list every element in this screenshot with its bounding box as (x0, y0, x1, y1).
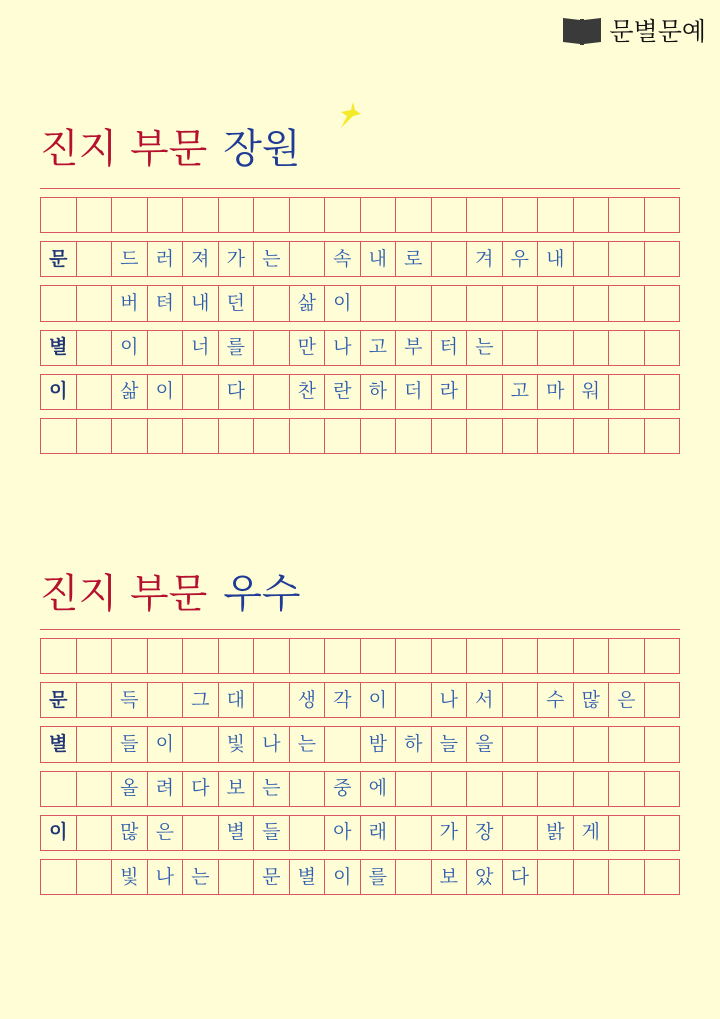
manuscript-cell: 각 (324, 682, 360, 718)
manuscript-cell: 로 (395, 241, 431, 277)
sparkle-icon (337, 100, 363, 130)
manuscript-cell (644, 330, 681, 366)
manuscript-cell (608, 418, 644, 454)
manuscript-cell (253, 374, 289, 410)
manuscript-cell: 은 (147, 815, 183, 851)
manuscript-cell (395, 197, 431, 233)
manuscript-cell (573, 241, 609, 277)
manuscript-cell (431, 638, 467, 674)
section-heading-excellence (40, 562, 301, 619)
manuscript-cell: 는 (182, 859, 218, 895)
manuscript-cell: 득 (111, 682, 147, 718)
manuscript-cell (76, 197, 112, 233)
manuscript-cell (573, 638, 609, 674)
manuscript-cell: 러 (147, 241, 183, 277)
manuscript-cell: 는 (289, 726, 325, 762)
manuscript-cell (502, 285, 538, 321)
manuscript-cell: 은 (608, 682, 644, 718)
manuscript-cell: 하 (360, 374, 396, 410)
manuscript-cell (466, 418, 502, 454)
manuscript-cell (289, 197, 325, 233)
manuscript-cell: 나 (253, 726, 289, 762)
manuscript-row (40, 718, 680, 762)
manuscript-cell (360, 197, 396, 233)
manuscript-cell (644, 638, 681, 674)
manuscript-cell (608, 638, 644, 674)
manuscript-cell: 그 (182, 682, 218, 718)
acrostic-cell (40, 418, 76, 454)
category-label: 진지 부문 (40, 571, 208, 617)
manuscript-row (40, 189, 680, 233)
manuscript-row (40, 630, 680, 674)
manuscript-cell: 늘 (431, 726, 467, 762)
manuscript-cell (360, 418, 396, 454)
acrostic-cell: 이 (40, 815, 76, 851)
manuscript-cell (76, 374, 112, 410)
manuscript-cell (111, 638, 147, 674)
manuscript-cell: 만 (289, 330, 325, 366)
manuscript-cell: 다 (218, 374, 254, 410)
manuscript-cell (502, 726, 538, 762)
acrostic-cell: 별 (40, 330, 76, 366)
manuscript-cell (253, 197, 289, 233)
manuscript-cell: 이 (324, 859, 360, 895)
manuscript-cell (644, 197, 681, 233)
manuscript-cell (324, 418, 360, 454)
manuscript-cell (644, 682, 681, 718)
manuscript-cell (644, 241, 681, 277)
manuscript-cell: 래 (360, 815, 396, 851)
manuscript-cell: 는 (466, 330, 502, 366)
manuscript-cell (360, 285, 396, 321)
manuscript-cell (466, 285, 502, 321)
manuscript-cell (395, 815, 431, 851)
manuscript-cell (608, 815, 644, 851)
manuscript-cell (573, 418, 609, 454)
manuscript-cell (111, 197, 147, 233)
manuscript-cell (289, 418, 325, 454)
manuscript-cell (573, 771, 609, 807)
manuscript-row (40, 851, 680, 895)
manuscript-cell (324, 726, 360, 762)
manuscript-cell: 는 (253, 771, 289, 807)
section-heading-grand-prize (40, 117, 301, 174)
manuscript-row (40, 366, 680, 410)
manuscript-cell (395, 859, 431, 895)
manuscript-cell (76, 682, 112, 718)
manuscript-cell (537, 285, 573, 321)
manuscript-cell (431, 241, 467, 277)
manuscript-cell: 보 (431, 859, 467, 895)
manuscript-cell: 가 (218, 241, 254, 277)
manuscript-cell (289, 815, 325, 851)
manuscript-cell (608, 374, 644, 410)
manuscript-cell: 내 (182, 285, 218, 321)
manuscript-cell (644, 418, 681, 454)
manuscript-cell (502, 418, 538, 454)
manuscript-cell (76, 771, 112, 807)
manuscript-cell: 우 (502, 241, 538, 277)
manuscript-cell: 던 (218, 285, 254, 321)
manuscript-cell (573, 285, 609, 321)
manuscript-cell: 별 (218, 815, 254, 851)
manuscript-cell: 수 (537, 682, 573, 718)
manuscript-cell: 버 (111, 285, 147, 321)
manuscript-cell (537, 418, 573, 454)
manuscript-cell: 이 (147, 374, 183, 410)
manuscript-cell (608, 771, 644, 807)
manuscript-sheet-excellence (40, 629, 680, 895)
manuscript-cell (537, 638, 573, 674)
manuscript-cell (395, 638, 431, 674)
manuscript-cell (253, 638, 289, 674)
manuscript-cell (573, 197, 609, 233)
manuscript-cell: 게 (573, 815, 609, 851)
manuscript-cell: 이 (147, 726, 183, 762)
manuscript-cell: 하 (395, 726, 431, 762)
acrostic-cell: 문 (40, 241, 76, 277)
manuscript-cell: 빛 (218, 726, 254, 762)
acrostic-cell (40, 638, 76, 674)
manuscript-cell: 생 (289, 682, 325, 718)
manuscript-cell (76, 285, 112, 321)
manuscript-cell (608, 197, 644, 233)
manuscript-cell (502, 771, 538, 807)
manuscript-cell: 찬 (289, 374, 325, 410)
manuscript-cell: 빛 (111, 859, 147, 895)
manuscript-cell: 삶 (289, 285, 325, 321)
manuscript-cell (395, 285, 431, 321)
manuscript-cell (76, 726, 112, 762)
manuscript-cell (537, 771, 573, 807)
manuscript-cell (608, 726, 644, 762)
manuscript-cell (431, 285, 467, 321)
manuscript-cell (76, 241, 112, 277)
manuscript-cell (76, 859, 112, 895)
manuscript-cell (182, 815, 218, 851)
manuscript-cell: 를 (360, 859, 396, 895)
manuscript-row (40, 410, 680, 454)
manuscript-cell (644, 815, 681, 851)
manuscript-cell: 보 (218, 771, 254, 807)
manuscript-cell (76, 418, 112, 454)
manuscript-cell: 고 (360, 330, 396, 366)
manuscript-cell: 밤 (360, 726, 396, 762)
manuscript-cell (147, 638, 183, 674)
manuscript-cell (253, 418, 289, 454)
acrostic-cell (40, 197, 76, 233)
manuscript-cell (502, 197, 538, 233)
manuscript-cell (324, 638, 360, 674)
manuscript-cell: 나 (147, 859, 183, 895)
acrostic-cell (40, 859, 76, 895)
manuscript-cell (537, 330, 573, 366)
manuscript-cell: 나 (431, 682, 467, 718)
manuscript-cell (573, 726, 609, 762)
manuscript-cell (76, 638, 112, 674)
manuscript-cell (644, 771, 681, 807)
manuscript-cell (289, 241, 325, 277)
manuscript-cell (608, 241, 644, 277)
manuscript-cell: 가 (431, 815, 467, 851)
manuscript-cell: 서 (466, 682, 502, 718)
manuscript-cell (608, 330, 644, 366)
manuscript-cell: 내 (537, 241, 573, 277)
manuscript-cell (608, 859, 644, 895)
manuscript-cell (502, 330, 538, 366)
manuscript-cell (253, 330, 289, 366)
manuscript-cell (253, 285, 289, 321)
manuscript-cell (537, 197, 573, 233)
manuscript-cell (608, 285, 644, 321)
manuscript-cell (644, 859, 681, 895)
manuscript-cell: 이 (111, 330, 147, 366)
manuscript-cell (147, 418, 183, 454)
open-book-icon (561, 14, 603, 46)
manuscript-cell: 들 (111, 726, 147, 762)
manuscript-cell (644, 285, 681, 321)
manuscript-cell: 부 (395, 330, 431, 366)
manuscript-cell: 았 (466, 859, 502, 895)
brand-logo (561, 12, 706, 48)
manuscript-cell (218, 197, 254, 233)
manuscript-cell (218, 638, 254, 674)
manuscript-cell (466, 197, 502, 233)
manuscript-cell: 올 (111, 771, 147, 807)
manuscript-cell: 겨 (466, 241, 502, 277)
manuscript-cell: 많 (111, 815, 147, 851)
manuscript-cell (182, 726, 218, 762)
manuscript-cell (502, 638, 538, 674)
manuscript-cell (395, 418, 431, 454)
manuscript-cell: 을 (466, 726, 502, 762)
manuscript-cell: 드 (111, 241, 147, 277)
manuscript-sheet-grand-prize (40, 188, 680, 454)
manuscript-cell: 너 (182, 330, 218, 366)
acrostic-cell: 별 (40, 726, 76, 762)
manuscript-cell (289, 771, 325, 807)
manuscript-cell (147, 682, 183, 718)
manuscript-cell: 삶 (111, 374, 147, 410)
manuscript-cell: 고 (502, 374, 538, 410)
manuscript-cell (466, 771, 502, 807)
manuscript-cell: 라 (431, 374, 467, 410)
acrostic-cell: 문 (40, 682, 76, 718)
manuscript-cell: 터 (431, 330, 467, 366)
manuscript-cell (182, 197, 218, 233)
manuscript-cell: 워 (573, 374, 609, 410)
acrostic-cell: 이 (40, 374, 76, 410)
manuscript-cell (537, 726, 573, 762)
brand-name: 문별문예 (609, 17, 706, 46)
manuscript-row (40, 807, 680, 851)
manuscript-cell: 다 (182, 771, 218, 807)
manuscript-cell (147, 330, 183, 366)
award-label: 장원 (223, 126, 301, 172)
manuscript-cell (218, 859, 254, 895)
manuscript-row (40, 233, 680, 277)
manuscript-cell (360, 638, 396, 674)
manuscript-cell: 장 (466, 815, 502, 851)
manuscript-cell (182, 374, 218, 410)
manuscript-cell (76, 330, 112, 366)
manuscript-cell: 이 (360, 682, 396, 718)
manuscript-cell: 는 (253, 241, 289, 277)
manuscript-cell (644, 374, 681, 410)
manuscript-cell: 문 (253, 859, 289, 895)
manuscript-cell: 대 (218, 682, 254, 718)
manuscript-cell (466, 638, 502, 674)
manuscript-cell: 더 (395, 374, 431, 410)
acrostic-cell (40, 771, 76, 807)
manuscript-cell (431, 197, 467, 233)
award-label: 우수 (223, 571, 301, 617)
manuscript-cell: 밝 (537, 815, 573, 851)
manuscript-cell: 들 (253, 815, 289, 851)
manuscript-cell (395, 682, 431, 718)
manuscript-cell: 속 (324, 241, 360, 277)
manuscript-row (40, 674, 680, 718)
manuscript-row (40, 277, 680, 321)
manuscript-row (40, 322, 680, 366)
manuscript-cell (502, 682, 538, 718)
manuscript-cell: 내 (360, 241, 396, 277)
manuscript-row (40, 763, 680, 807)
manuscript-cell (218, 418, 254, 454)
manuscript-cell: 마 (537, 374, 573, 410)
manuscript-cell (573, 330, 609, 366)
manuscript-cell: 다 (502, 859, 538, 895)
manuscript-cell (466, 374, 502, 410)
manuscript-cell (502, 815, 538, 851)
manuscript-cell (431, 771, 467, 807)
acrostic-cell (40, 285, 76, 321)
manuscript-cell (253, 682, 289, 718)
manuscript-cell: 나 (324, 330, 360, 366)
manuscript-cell (324, 197, 360, 233)
manuscript-cell: 이 (324, 285, 360, 321)
manuscript-cell: 아 (324, 815, 360, 851)
manuscript-cell: 별 (289, 859, 325, 895)
manuscript-cell: 많 (573, 682, 609, 718)
manuscript-cell (76, 815, 112, 851)
manuscript-cell (182, 638, 218, 674)
manuscript-cell (395, 771, 431, 807)
manuscript-cell: 져 (182, 241, 218, 277)
manuscript-cell (644, 726, 681, 762)
manuscript-cell: 중 (324, 771, 360, 807)
manuscript-cell: 란 (324, 374, 360, 410)
manuscript-cell (147, 197, 183, 233)
manuscript-cell (182, 418, 218, 454)
manuscript-cell (111, 418, 147, 454)
category-label: 진지 부문 (40, 126, 208, 172)
manuscript-cell: 텨 (147, 285, 183, 321)
manuscript-cell: 를 (218, 330, 254, 366)
manuscript-cell (289, 638, 325, 674)
manuscript-cell (573, 859, 609, 895)
manuscript-cell: 에 (360, 771, 396, 807)
manuscript-cell (537, 859, 573, 895)
manuscript-cell: 려 (147, 771, 183, 807)
manuscript-cell (431, 418, 467, 454)
